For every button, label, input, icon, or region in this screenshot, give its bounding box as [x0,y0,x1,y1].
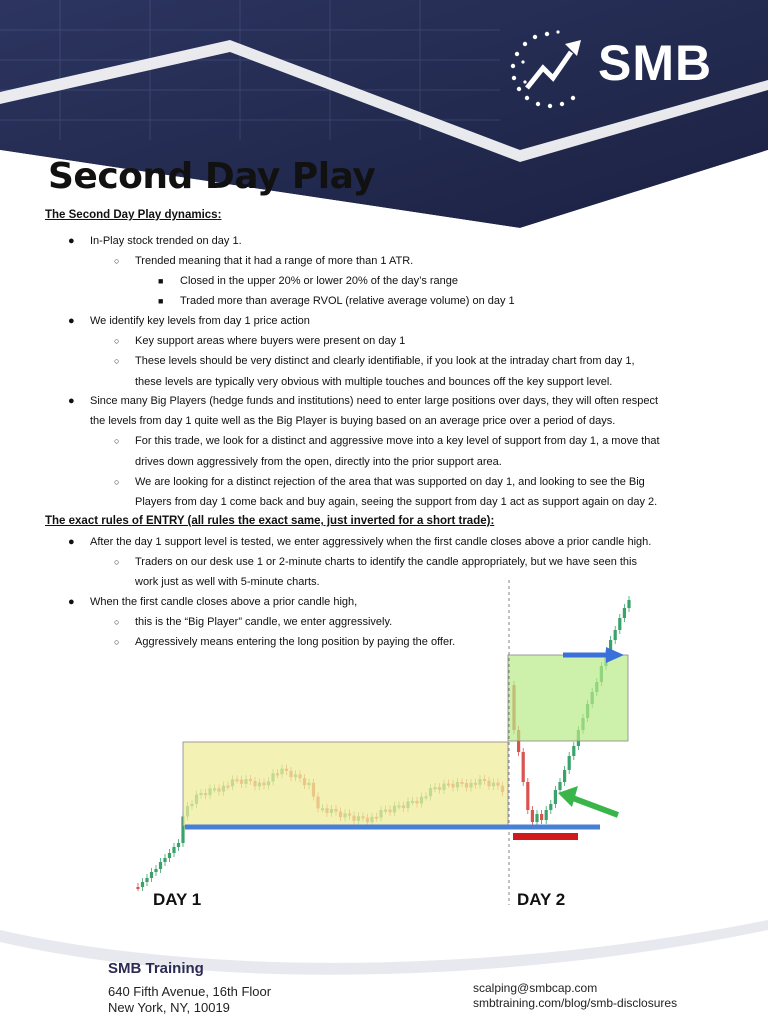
candle-body [526,782,529,810]
list-item: We identify key levels from day 1 price action [90,315,310,327]
list-item: These levels should be very distinct and clearly identifiable, if you look at the intraday chart from day 1, [135,355,635,367]
list-item: When the first candle closes above a prior candle high, [90,596,358,608]
page-title: Second Day Play [48,156,376,197]
candle-body [558,782,561,790]
candle-body [623,608,626,618]
list-item: Traded more than average RVOL (relative average volume) on day 1 [180,295,515,307]
bullet-circle: ○ [114,356,120,366]
list-item: Traders on our desk use 1 or 2-minute charts to identify the candle appropriately, but we have seen this [135,556,637,568]
list-item-continued: Players from day 1 come back and buy again, seeing the support from day 1 act as support again on day 2. [135,496,658,508]
list-item-continued: the levels from day 1 quite well as the Big Player is buying based on an average price over a period of days. [90,415,616,427]
footer-email-link[interactable]: scalping@smbcap.com [473,981,598,995]
candle-body [150,872,153,878]
bullet-square: ■ [158,276,164,286]
bullet-circle: ○ [114,477,120,487]
candle-body [168,853,171,858]
candle-body [522,752,525,782]
footer-address-line: 640 Fifth Avenue, 16th Floor [108,984,272,999]
candle-body [572,746,575,756]
section-heading-entry-rules: The exact rules of ENTRY (all rules the exact same, just inverted for a short trade): [45,515,495,527]
footer-address-line: New York, NY, 10019 [108,1000,230,1015]
candle-body [540,814,543,820]
bullet-circle: ○ [114,256,120,266]
list-item: Trended meaning that it had a range of more than 1 ATR. [135,255,414,267]
candle-body [172,847,175,853]
entry-arrow-icon [558,786,618,815]
day1-range-box [183,742,508,826]
footer-disclosures-link[interactable]: smbtraining.com/blog/smb-disclosures [473,996,678,1010]
bullet-circle: ○ [114,557,120,567]
bullet-dot: ● [68,536,75,548]
bullet-dot: ● [68,596,75,608]
candle-body [159,862,162,869]
candle-body [531,810,534,822]
candle-body [177,843,180,847]
list-item: Since many Big Players (hedge funds and institutions) need to enter large positions over days, they will often respect [90,395,659,407]
candle-body [627,600,630,608]
footer-org-name: SMB Training [108,960,204,977]
smb-logo-text: SMB [598,35,713,91]
list-item-continued: these levels are typically very obvious with multiple touches and bounces off the key support level. [135,376,613,388]
candle-body [163,858,166,862]
candle-body [145,878,148,882]
candle-body [549,804,552,810]
list-item: For this trade, we look for a distinct and aggressive move into a key level of support from day 1, a move that [135,435,660,447]
candle-body [568,756,571,770]
candle-body [618,618,621,630]
candle-body [535,814,538,822]
bullet-circle: ○ [114,617,120,627]
list-item: After the day 1 support level is tested, we enter aggressively when the first candle closes above a prior candle high. [90,536,652,548]
bullet-dot: ● [68,395,75,407]
candlestick-chart-illustration [130,575,660,915]
day2-target-box [508,655,628,741]
list-item-continued: drives down aggressively from the open, directly into the prior support area. [135,456,502,468]
day1-label: DAY 1 [153,890,202,909]
list-item: this is the “Big Player” candle, we enter aggressively. [135,616,393,628]
bullet-circle: ○ [114,436,120,446]
list-item: Closed in the upper 20% or lower 20% of the day’s range [180,275,459,287]
candle-body [614,630,617,640]
bullet-square: ■ [158,296,164,306]
bullet-dot: ● [68,315,75,327]
bullet-dot: ● [68,235,75,247]
candle-body [545,810,548,820]
bullet-circle: ○ [114,336,120,346]
candle-body [154,869,157,872]
candle-body [563,770,566,782]
section-heading-dynamics: The Second Day Play dynamics: [45,209,222,221]
bullet-circle: ○ [114,637,120,647]
list-item: In-Play stock trended on day 1. [90,235,242,247]
candle-body [554,790,557,804]
list-item: We are looking for a distinct rejection of the area that was supported on day 1, and looking to see the Big [135,476,645,488]
day2-label: DAY 2 [517,890,566,909]
candle-body [141,882,144,887]
candle-body [136,887,139,889]
list-item: Key support areas where buyers were present on day 1 [135,335,406,347]
list-item-continued: work just as well with 5-minute charts. [135,576,320,588]
stop-loss-bar [513,833,578,840]
list-item: Aggressively means entering the long position by paying the offer. [135,636,456,648]
